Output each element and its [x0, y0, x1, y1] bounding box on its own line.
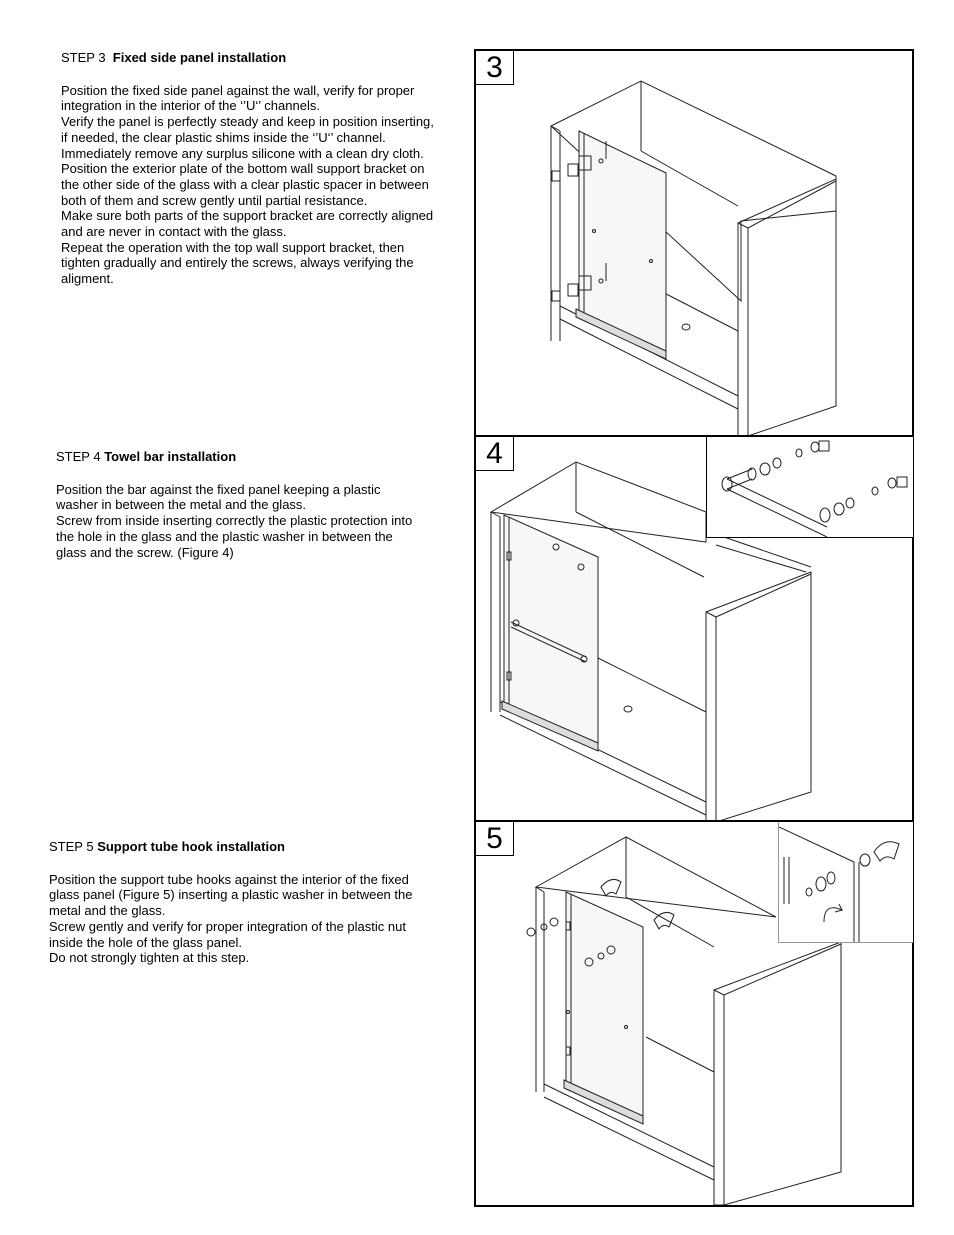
step-4-instructions	[56, 449, 466, 560]
step-3-label: STEP 3	[61, 50, 106, 65]
towel-bar-exploded-view	[707, 437, 913, 537]
right-pillar	[738, 179, 836, 435]
step-4-body: Position the bar against the fixed panel keeping a plastic washer in between the metal and the glass. Screw from inside inserting correctly the plastic protection into the hole in the glass and the plastic washer in between the glass and the screw. (Figure 4)	[56, 481, 413, 560]
figure-5-number: 5	[476, 822, 514, 856]
towel-bar-detail-inset	[706, 437, 913, 538]
step-5-title: Support tube hook installation	[97, 839, 285, 854]
step-3-title: Fixed side panel installation	[112, 50, 287, 65]
step-3-instructions	[61, 50, 471, 287]
step-4-heading	[56, 449, 466, 465]
step-3-heading	[61, 50, 471, 66]
step-5-instructions	[49, 839, 464, 966]
figure-3	[474, 49, 914, 437]
figure-4	[474, 435, 914, 823]
step-5-label: STEP 5	[49, 839, 94, 854]
figure-5	[474, 820, 914, 1207]
figure-4-number: 4	[476, 437, 514, 471]
step-3-body: Position the fixed side panel against the wall, verify for proper integration in the interior of the ‘’U‘’ channels. Verify the panel is perfectly steady and keep in position inserting, if needed, the clear plastic shims inside the ‘’U‘’ channel. Immediately remove any surplus silicone with a clean dry cloth. Position the exterior plate of the bottom wall support bracket on the other side of the glass with a clear plastic spacer in between both of them and screw gently until partial resistance. Make sure both parts of the support bracket are correctly aligned and are never in contact with the glass. Repeat the operation with the top wall support bracket, then tighten gradually and entirely the screws, always verifying the aligment.	[61, 82, 434, 287]
hook-exploded-view	[779, 822, 913, 942]
hook-detail-inset	[778, 822, 913, 943]
step-5-body: Position the support tube hooks against the interior of the fixed glass panel (Figure 5) inserting a plastic washer in between the metal and the glass. Screw gently and verify for proper integration of the plastic nut inside the hole of the glass panel. Do not strongly tighten at this step.	[49, 871, 413, 966]
step-4-label: STEP 4	[56, 449, 101, 464]
figure-3-illustration	[476, 51, 912, 435]
step-4-title: Towel bar installation	[104, 449, 237, 464]
step-5-heading	[49, 839, 464, 855]
figure-3-number: 3	[476, 51, 514, 85]
